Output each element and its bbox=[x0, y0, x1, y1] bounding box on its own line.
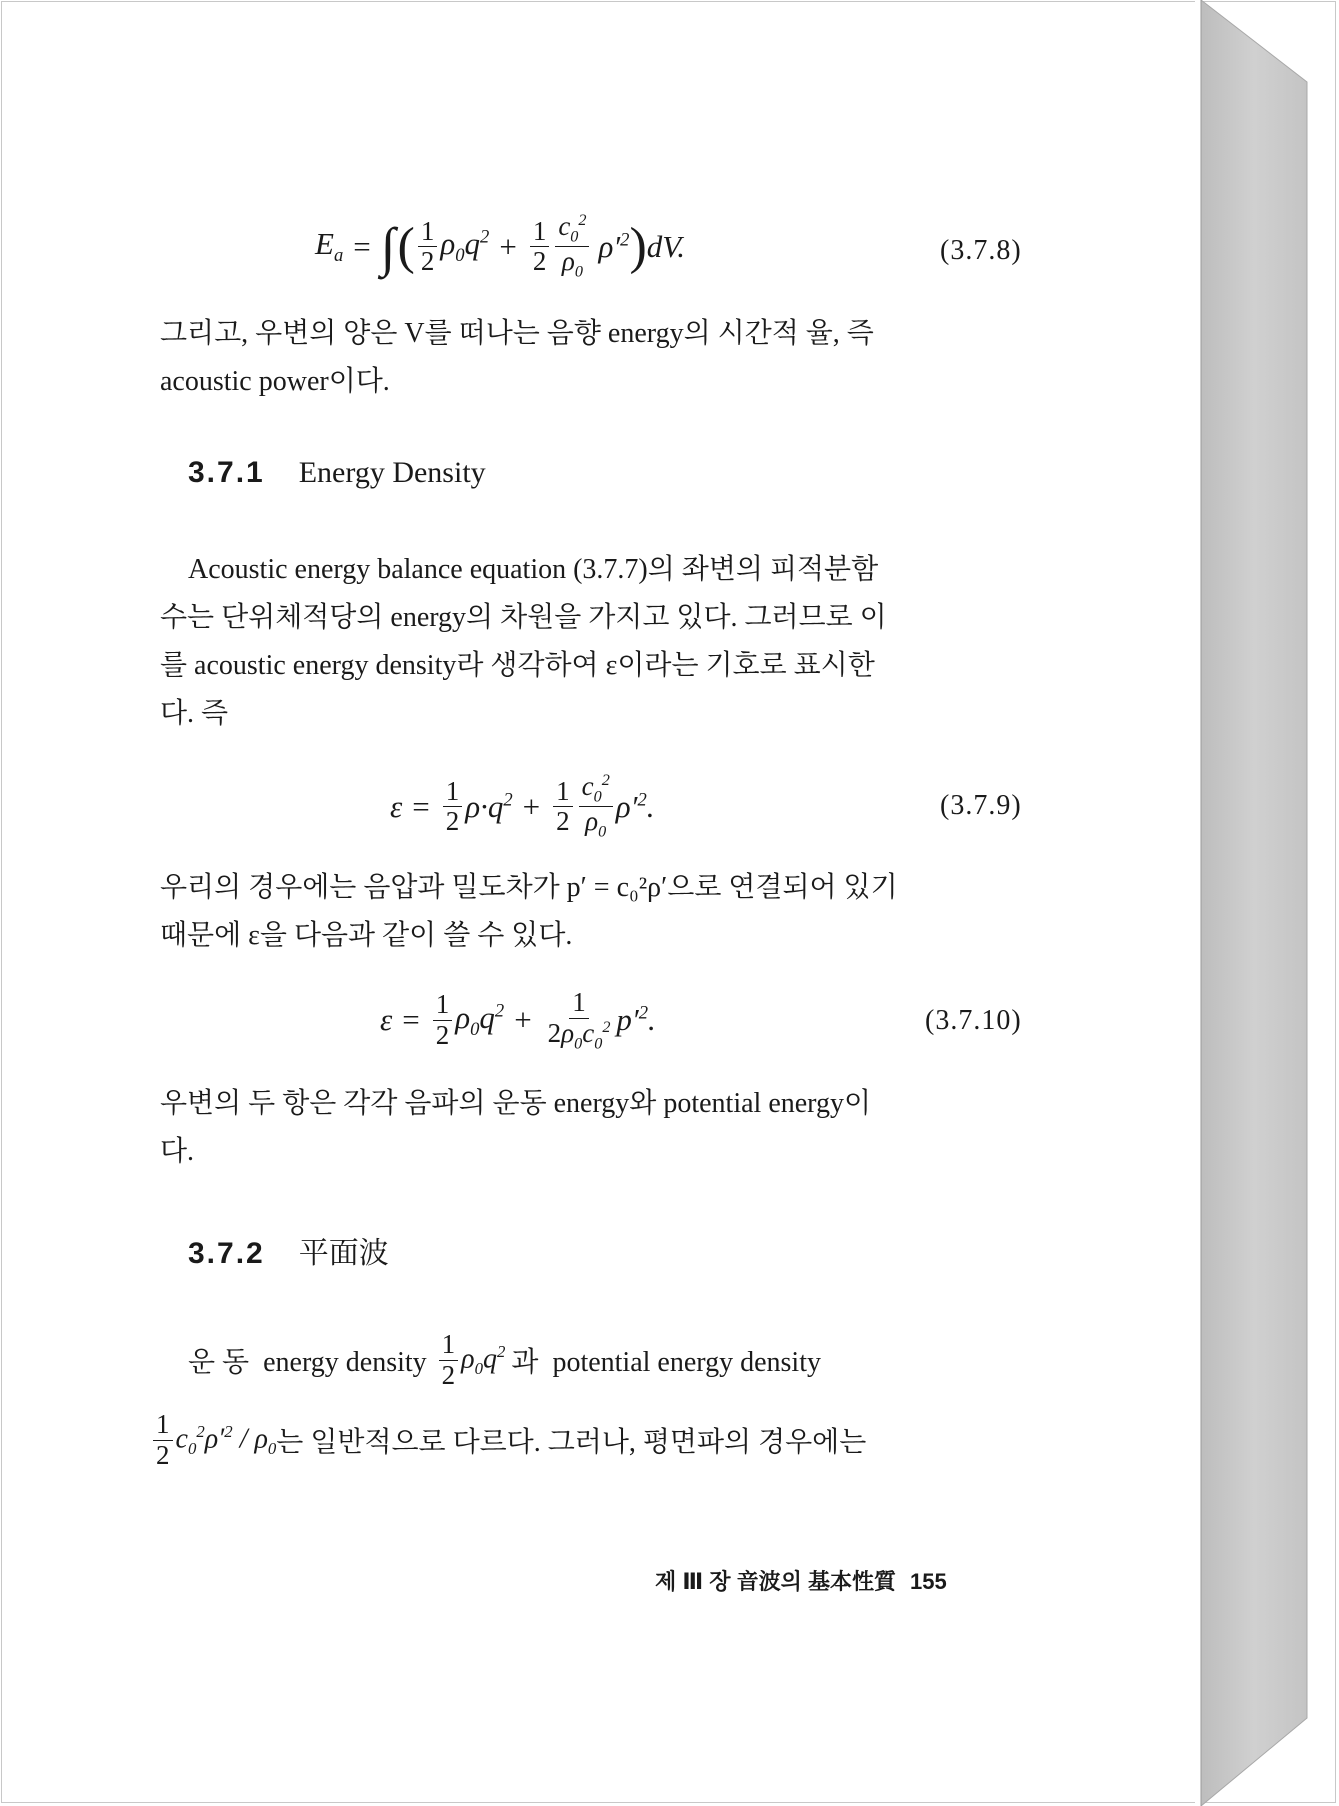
eq1-tail: dV. bbox=[646, 228, 685, 264]
text-line: 다. 즉 bbox=[160, 698, 229, 729]
text-line: 수는 단위체적당의 energy의 차원을 가지고 있다. 그러므로 이 bbox=[160, 602, 887, 633]
section-heading-3-7-2 bbox=[188, 1228, 389, 1272]
footer-chapter-title: 제 Ⅲ 장 音波의 基本性質 bbox=[655, 1569, 897, 1594]
paragraph-5-line-1: 운 동 energy density $\frac{1}{2}$ $\rho_0q^2$ 과 potential energy density bbox=[188, 1329, 821, 1390]
text-line: acoustic power이다. bbox=[160, 366, 390, 397]
page-number: 155 bbox=[910, 1569, 947, 1594]
paragraph-5-line-2: $\frac{1}{2}$ $c_0^2\rho'^2 / \rho_0$ 는 일반적으로 다르다. 그러나, 평면파의 경우에는 bbox=[150, 1410, 866, 1470]
text-line: 우변의 두 항은 각각 음파의 운동 energy와 potential energy이 bbox=[160, 1088, 872, 1119]
text-line: 그리고, 우변의 양은 V를 떠나는 음향 energy의 시간적 율, 즉 bbox=[160, 318, 874, 349]
equation-3-7-9: ε = $\frac{1}{2}$ $\rho\cdot q^2$ + $\frac{1}{2}$ $\frac{c_0^2}{\rho_0}$ $\rho'^2$. bbox=[390, 771, 655, 841]
heading-number: 3.7.2 bbox=[188, 1237, 265, 1270]
paragraph-2 bbox=[160, 546, 1036, 738]
paragraph-3 bbox=[160, 864, 1036, 960]
running-footer bbox=[655, 1565, 947, 1596]
section-heading-3-7-1 bbox=[188, 456, 486, 490]
equation-3-7-8: $E_a$ = ∫ ( $\frac{1}{2}$ $\rho_0q^2$ + $\frac{1}{2}$ $\frac{c_0^2}{\rho_0}$ $\rho'^2$ ) dV. bbox=[315, 211, 685, 281]
equation-number: (3.7.9) bbox=[940, 790, 1022, 821]
equation-3-7-10: ε = $\frac{1}{2}$ $\rho_0q^2$ + $\frac{1}{2\rho_0c_0^2}$ $p'^2$. bbox=[380, 987, 656, 1053]
equation-number: (3.7.10) bbox=[925, 1005, 1022, 1036]
text-line: 때문에 ε을 다음과 같이 쓸 수 있다. bbox=[160, 920, 573, 951]
text-fragment: 는 일반적으로 다르다. 그러나, 평면파의 경우에는 bbox=[276, 1427, 867, 1459]
text-line: 우리의 경우에는 음압과 밀도차가 p′ = c₀²ρ′으로 연결되어 있기 bbox=[160, 872, 898, 903]
text-line: Acoustic energy balance equation (3.7.7)의 좌변의 피적분함 bbox=[188, 554, 879, 585]
paragraph-1 bbox=[160, 310, 1036, 406]
text-fragment: 운 동 energy density bbox=[188, 1347, 427, 1379]
eq3-lhs: ε bbox=[380, 1002, 393, 1038]
eq1-lhs: $E_a$ bbox=[315, 226, 344, 267]
eq2-lhs: ε bbox=[390, 788, 403, 824]
heading-title: 平面波 bbox=[298, 1237, 389, 1270]
book-side-edge bbox=[1195, 0, 1339, 1806]
equation-number: (3.7.8) bbox=[940, 235, 1022, 266]
paragraph-4 bbox=[160, 1080, 1036, 1176]
heading-title: Energy Density bbox=[298, 456, 486, 489]
text-line: 다. bbox=[160, 1136, 195, 1167]
text-fragment: 과 potential energy density bbox=[511, 1347, 821, 1379]
text-line: 를 acoustic energy density라 생각하여 ε이라는 기호로 표시한 bbox=[160, 650, 875, 681]
heading-number: 3.7.1 bbox=[188, 456, 265, 489]
